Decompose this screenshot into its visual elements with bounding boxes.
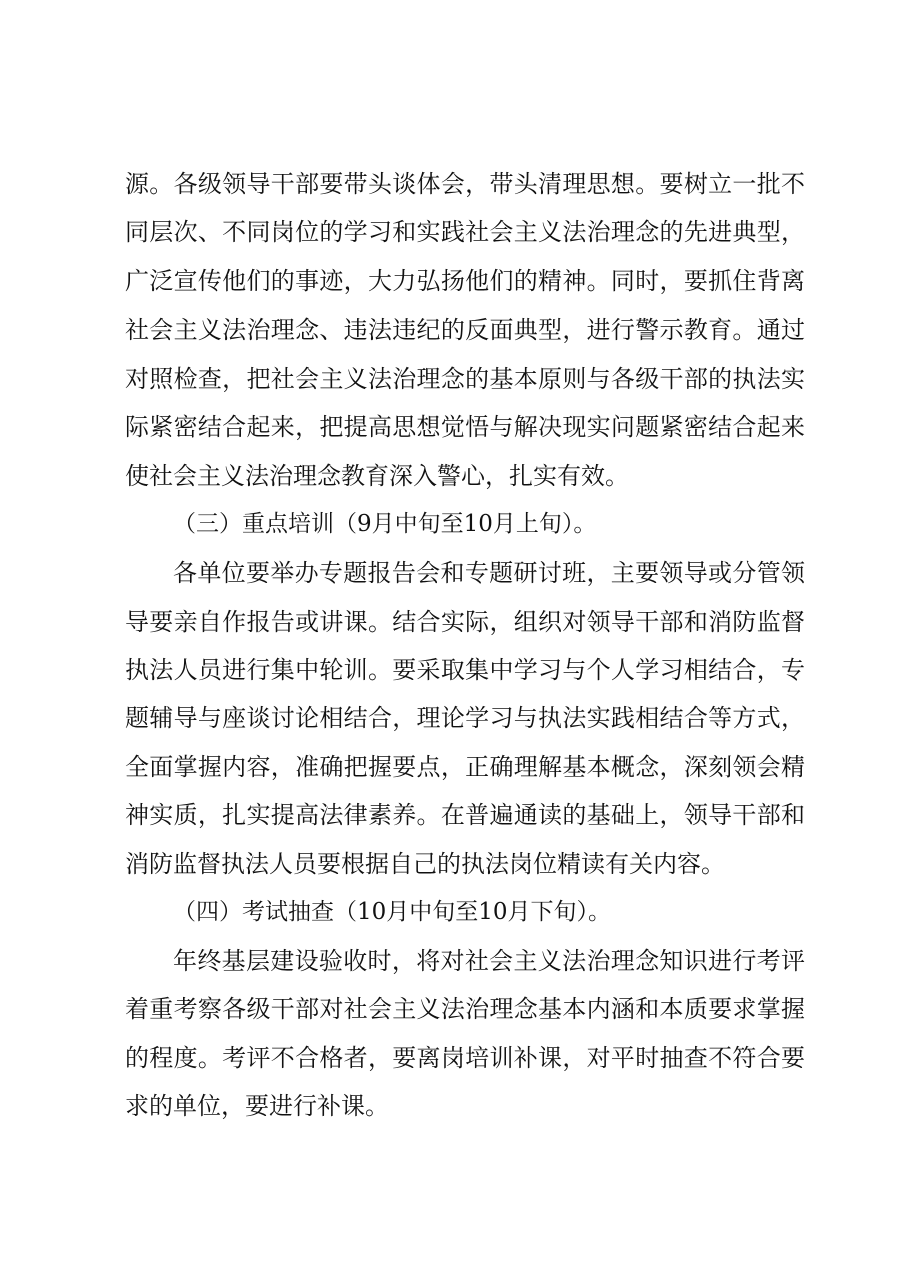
paragraph-line: 题辅导与座谈讨论相结合，理论学习与执法实践相结合等方式， <box>125 704 805 732</box>
paragraph-line: 着重考察各级干部对社会主义法治理念基本内涵和本质要求掌握 <box>125 995 805 1023</box>
paragraph-line: 消防监督执法人员要根据自己的执法岗位精读有关内容。 <box>125 850 725 878</box>
paragraph-line: 神实质，扎实提高法律素养。在普遍通读的基础上，领导干部和 <box>125 801 805 829</box>
paragraph-line: 的程度。考评不合格者，要离岗培训补课，对平时抽查不符合要 <box>125 1044 805 1072</box>
paragraph-line: 导要亲自作报告或讲课。结合实际，组织对领导干部和消防监督 <box>125 608 805 636</box>
paragraph-line: 使社会主义法治理念教育深入警心，扎实有效。 <box>125 462 629 490</box>
paragraph-line: 求的单位，要进行补课。 <box>125 1092 389 1120</box>
paragraph-line: 全面掌握内容，准确把握要点，正确理解基本概念，深刻领会精 <box>125 753 805 781</box>
section-heading-4: （四）考试抽查（10月中旬至10月下旬）。 <box>173 899 612 925</box>
paragraph-line: 际紧密结合起来，把提高思想觉悟与解决现实问题紧密结合起来 <box>125 413 805 441</box>
paragraph-line: 同层次、不同岗位的学习和实践社会主义法治理念的先进典型， <box>125 218 805 246</box>
paragraph-line: 源。各级领导干部要带头谈体会，带头清理思想。要树立一批不 <box>125 170 805 198</box>
paragraph-line: 对照检查，把社会主义法治理念的基本原则与各级干部的执法实 <box>125 365 805 393</box>
paragraph-line: 各单位要举办专题报告会和专题研讨班，主要领导或分管领 <box>173 559 805 587</box>
paragraph-line: 社会主义法治理念、违法违纪的反面典型，进行警示教育。通过 <box>125 316 805 344</box>
paragraph-line: 执法人员进行集中轮训。要采取集中学习与个人学习相结合，专 <box>125 656 805 684</box>
paragraph-line: 年终基层建设验收时，将对社会主义法治理念知识进行考评 <box>173 947 805 975</box>
paragraph-line: 广泛宣传他们的事迹，大力弘扬他们的精神。同时，要抓住背离 <box>125 267 805 295</box>
section-heading-3: （三）重点培训（9月中旬至10月上旬）。 <box>173 511 597 537</box>
